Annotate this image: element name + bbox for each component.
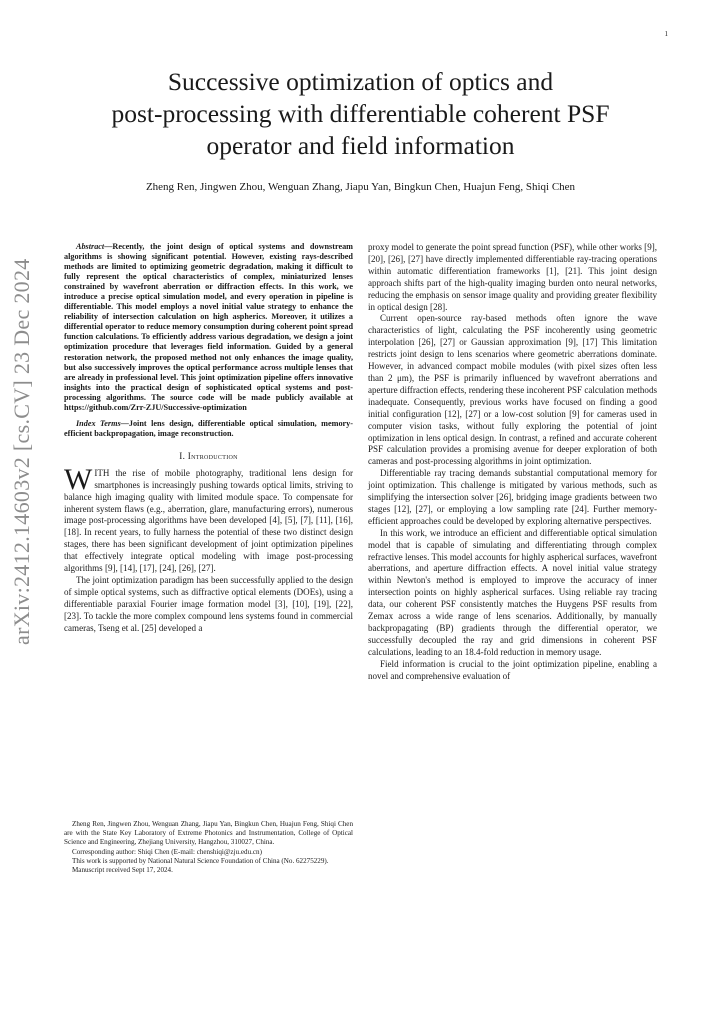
right-paragraph-3: Differentiable ray tracing demands substantial computational memory for joint optimization. This challenge is mitigated by various methods, such as simplifying the intersection solver [26], bridging image gradients between two stages [12], [27], or employing a low sampling rate [24]. Further memory-efficient approaches could be developed by exploring alternative perspectives. [368,468,657,526]
index-terms-text: Joint lens design, differentiable optical simulation, memory-efficient backpropagation, image reconstruction. [64,418,353,438]
intro-paragraph-1 [64,462,353,575]
intro-paragraph-2: The joint optimization paradigm has been successfully applied to the design of simple optical systems, such as diffractive optical elements (DOEs), using a differentiable paraxial Fourier image formation model [3], [10], [19], [22], [23]. To tackle the more complex compound lens systems found in commercial cameras, Tseng et al. [25] developed a [64,574,353,633]
footnotes [64,820,353,875]
title-line-2: post-processing with differentiable coherent PSF [111,99,610,128]
intro-paragraph-1-text: ITH the rise of mobile photography, traditional lens design for smartphones is increasingly pushing towards optical limits, striving to balance high imaging quality with limited module space. To compensate for inherent system flaws (e.g., aberration, glare, manufacturing errors), numerous image post-processing algorithms have been developed [4], [5], [7], [11], [16], [18]. In recent years, to fully harness the potential of these two distinct design stages, there has been significant development of joint optimization pipelines that effectively integrate optical modeling with image post-processing algorithms [9], [14], [17], [24], [26], [27]. [64,467,353,574]
paper-title [40,66,681,162]
arxiv-identifier-stamp: arXiv:2412.14603v2 [cs.CV] 23 Dec 2024 [9,258,34,645]
right-paragraph-4: In this work, we introduce an efficient and differentiable optical simulation model that is capable of simulating and differentiating through complex refractive lenses. This model accounts for highly aspherical surfaces, wavefront aberrations, and aperture diffraction effects. A novel initial value strategy within Newton's method is employed to improve the accuracy of inner intersection points on highly aspherical surfaces. Using reliable ray tracing data, our coherent PSF consistently matches the Huygens PSF results from Zemax across a wide range of lens scenarios. Additionally, by manually backpropagating (BP) gradients through the differential operator, we successfully decoupled the ray and grid dimensions in coherent PSF calculations, leading to an 18.4-fold reduction in memory usage. [368,527,657,657]
section-heading-introduction: I. Introduction [179,450,238,461]
index-terms: Index Terms—Joint lens design, differentiable optical simulation, memory-efficient backpropagation, image reconstruction. [64,418,353,438]
right-paragraph-5: Field information is crucial to the joint optimization pipeline, enabling a novel and comprehensive evaluation of [368,658,657,681]
footnote-funding: This work is supported by National Natural Science Foundation of China (No. 62275229). [72,856,329,865]
footnote-corresponding-author: Corresponding author: Shiqi Chen (E-mail: chenshiqi@zju.edu.cn) [72,847,262,856]
title-line-3: operator and field information [206,131,515,160]
title-line-1: Successive optimization of optics and [167,67,554,96]
dropcap-letter: W [64,462,93,496]
page-number: 1 [664,30,668,38]
right-paragraph-1: proxy model to generate the point spread function (PSF), while other works [9], [20], [26], [27] have directly implemented differentiable ray-tracing operations within automatic differentiation frameworks [1], [21]. This joint design approach shifts part of the high-quality imaging burden onto neural networks, reducing the emphasis on sensor image quality and providing greater flexibility in optical design [28]. [368,242,657,312]
index-terms-label: Index Terms [76,418,121,428]
footnote-affiliation: Zheng Ren, Jingwen Zhou, Wenguan Zhang, Jiapu Yan, Bingkun Chen, Huajun Feng, Shiqi Chen are with the State Key Laboratory of Extreme Photonics and Instrumentation, College of Optical Science and Engineering, Zhejiang University, Hangzhou, 310027, China. [64,820,353,847]
abstract: Abstract—Recently, the joint design of optical systems and downstream algorithms is showing significant potential. However, existing rays-described methods are limited to optimizing geometric degradation, making it difficult to fully represent the optical characteristics of complex, miniaturized lenses constrained by wavefront aberration or diffraction effects. In this work, we introduce a precise optical simulation model, and every operation in pipeline is differentiable. This model employs a novel initial value strategy to enhance the reliability of intersection calculation on high aspherics. Moreover, it utilizes a differential operator to reduce memory consumption during coherent point spread function calculations. To efficiently address various degradation, we design a joint optimization procedure that leverages field information. Guided by a general restoration network, the proposed method not only enhances the image quality, but also successively improves the optical performance across multiple lenses that are already in professional level. This joint optimization pipeline offers innovative insights into the practical design of sophisticated optical systems and post-processing algorithms. The source code will be made publicly available at https://github.com/Zrr-ZJU/Successive-optimization [64,242,353,412]
right-paragraph-2: Current open-source ray-based methods often ignore the wave characteristics of light, calculating the PSF incoherently using geometric interpolation [26], [27] or Gaussian approximation [9], [17] This limitation restricts joint design to lens scenarios where geometric aberrations dominate. However, in advanced compact mobile modules (with pixel sizes often less than 2 μm), the PSF is primarily influenced by wavefront aberrations and aperture diffraction effects, rendering these incoherent PSF calculation methods inadequate. Consequently, previous works have focused on finding a good initial configuration [12], [27] or a low-cost solution [9] for cameras used in computer vision tasks, without fully exploring the potential of joint optimization in lens optical design. In contrast, a refined and accurate coherent PSF calculation provides a promising avenue for deeper exploration of both cameras and post-processing algorithms in joint optimization. [368,313,657,467]
author-list: Zheng Ren, Jingwen Zhou, Wenguan Zhang, Jiapu Yan, Bingkun Chen, Huajun Feng, Shiqi Chen [145,181,576,193]
left-column [64,242,353,634]
footnote-manuscript-received: Manuscript received Sept 17, 2024. [72,866,173,875]
abstract-label: Abstract [76,242,105,251]
right-column [368,242,657,683]
abstract-text: Recently, the joint design of optical systems and downstream algorithms is showing significant potential. However, existing rays-described methods are limited to optimizing geometric degradation, making it difficult to fully represent the optical characteristics of complex, miniaturized lenses constrained by wavefront aberration or diffraction effects. In this work, we introduce a precise optical simulation model, and every operation in pipeline is differentiable. This model employs a novel initial value strategy to enhance the reliability of intersection calculation on high aspherics. Moreover, it utilizes a differential operator to reduce memory consumption during coherent point spread function calculations. To efficiently address various degradation, we design a joint optimization procedure that leverages field information. Guided by a general restoration network, the proposed method not only enhances the image quality, but also successively improves the optical performance across multiple lenses that are already in professional level. This joint optimization pipeline offers innovative insights into the practical design of sophisticated optical systems and post-processing algorithms. The source code will be made publicly available at https://github.com/Zrr-ZJU/Successive-optimization [64,242,353,412]
